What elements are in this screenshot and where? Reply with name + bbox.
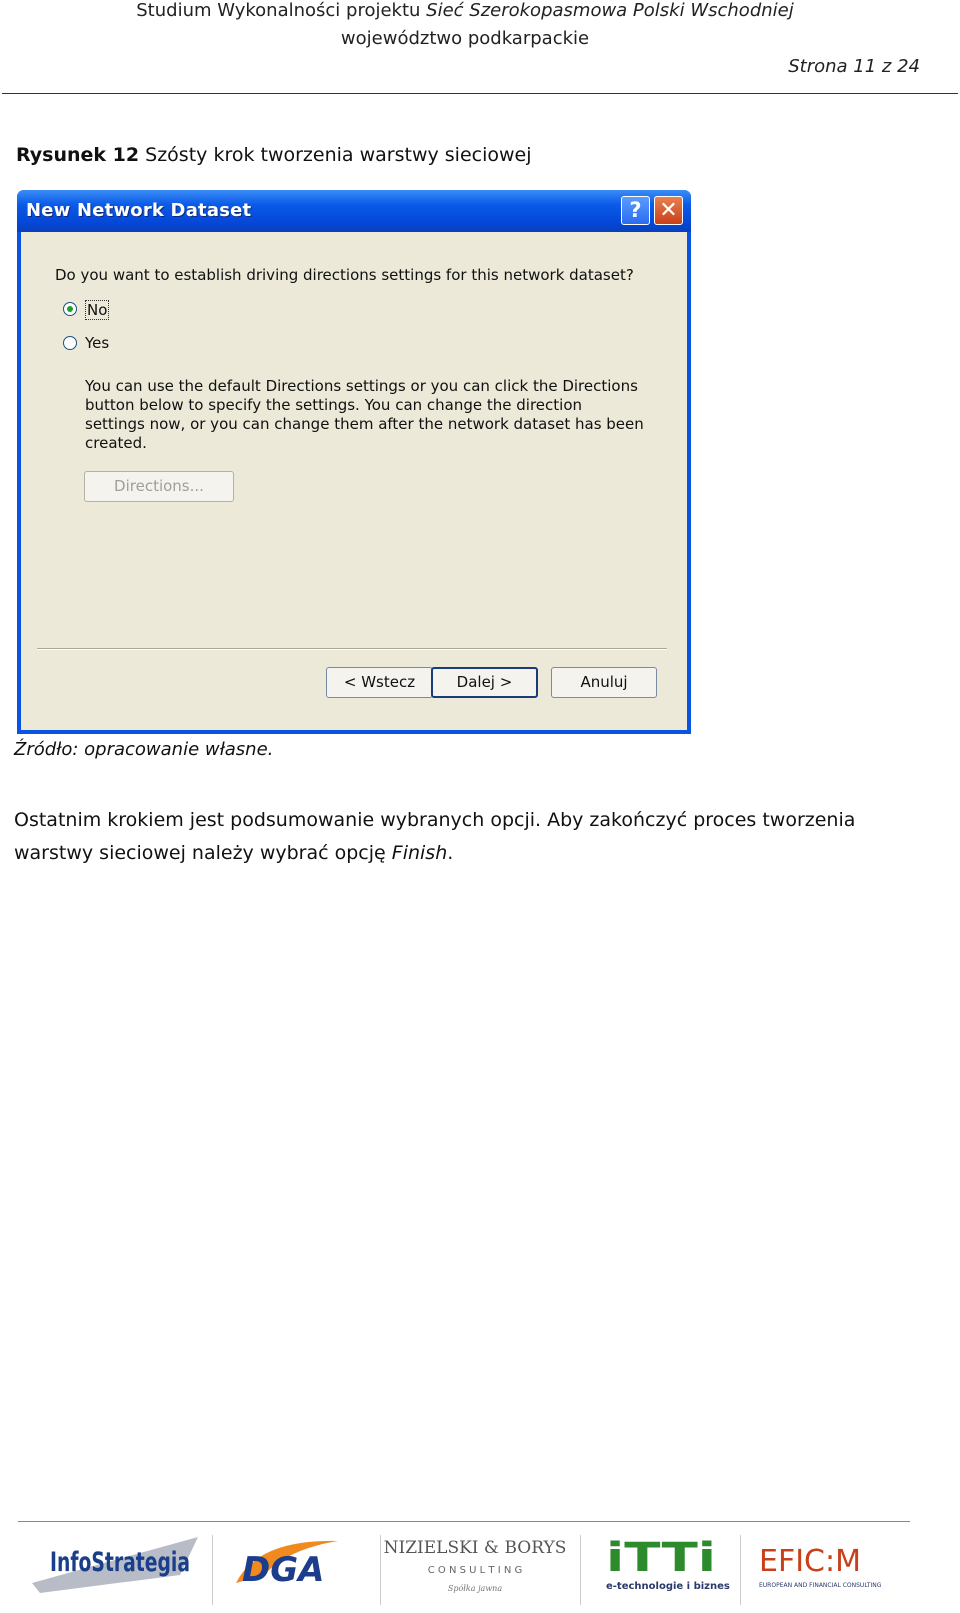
new-network-dataset-dialog [17,190,691,734]
footer-logo-divider [212,1535,213,1605]
paragraph-end: . [447,842,454,864]
body-paragraph [14,804,914,870]
dialog-titlebar[interactable] [17,190,691,232]
button-separator [37,648,667,650]
eficom-logo [755,1535,895,1597]
paragraph-italic: Finish [391,842,448,864]
itti-logo [600,1535,730,1597]
eficom-logo-sub: EUROPEAN AND FINANCIAL CONSULTING [759,1582,882,1589]
header-divider [2,93,958,94]
itti-logo-sub: e-technologie i biznes [606,1581,730,1592]
figure-caption [16,144,532,166]
figure-label: Rysunek 12 [16,144,140,166]
nb-logo-name: NIZIELSKI & BORYS [383,1538,567,1558]
eficom-logo-text: EFIC:M [759,1544,861,1579]
nizielski-borys-logo [383,1535,567,1597]
footer-logo-divider [380,1535,381,1605]
infostrategia-logo [30,1535,200,1597]
back-button[interactable]: < Wstecz [326,667,433,698]
directions-question: Do you want to establish driving directions settings for this network dataset? [55,266,634,284]
directions-info-text: You can use the default Directions settings or you can click the Directions button below to specify the settings. You can change the direction settings now, or you can change them after the network dataset has been created. [85,377,644,452]
cancel-button[interactable]: Anuluj [551,667,657,698]
page-number: Strona 11 z 24 [788,56,920,77]
radio-yes[interactable] [63,336,77,350]
next-button[interactable]: Dalej > [431,667,538,698]
header-title-plain: Studium Wykonalności projektu [136,0,427,21]
infostrategia-logo-text: InfoStrategia [50,1547,190,1578]
dialog-title: New Network Dataset [26,200,252,221]
radio-yes-label[interactable]: Yes [85,334,110,352]
itti-logo-text: iTTi [606,1535,716,1581]
footer-logo-divider [740,1535,741,1605]
dialog-body [21,232,687,730]
dga-logo [228,1535,348,1597]
header-title [0,0,930,22]
help-icon[interactable]: ? [621,196,650,225]
radio-no-label[interactable]: No [87,301,108,319]
figure-title: Szósty krok tworzenia warstwy sieciowej [139,144,532,166]
footer-divider [18,1521,910,1522]
directions-button[interactable]: Directions... [84,471,234,502]
nb-logo-small: Spółka jawna [447,1584,503,1593]
radio-no[interactable] [63,302,77,316]
header-title-italic: Sieć Szerokopasmowa Polski Wschodniej [426,0,794,21]
footer-logo-divider [580,1535,581,1605]
figure-source: Źródło: opracowanie własne. [14,739,274,760]
close-icon[interactable]: ✕ [654,196,683,225]
header-region: województwo podkarpackie [340,28,590,49]
paragraph-text: Ostatnim krokiem jest podsumowanie wybranych opcji. Aby zakończyć proces tworzenia warstwy sieciowej należy wybrać opcję [14,809,856,864]
nb-logo-sub: C O N S U L T I N G [427,1565,523,1576]
dga-logo-text: DGA [242,1550,325,1590]
